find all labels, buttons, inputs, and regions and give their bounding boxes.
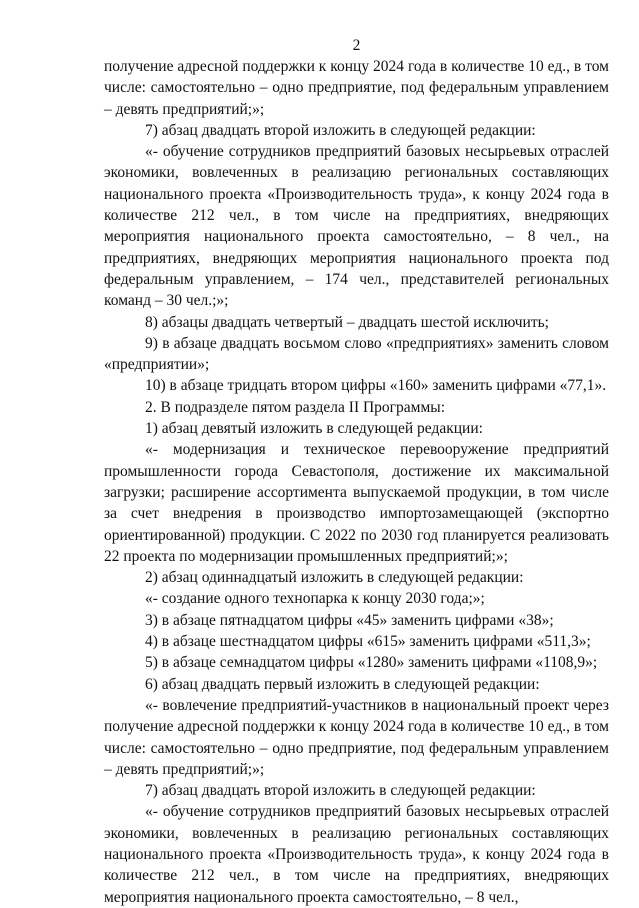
- paragraph: 8) абзацы двадцать четвертый – двадцать шестой исключить;: [145, 313, 549, 331]
- paragraph: 5) в абзаце семнадцатом цифры «1280» заменить цифрами «1108,9»;: [145, 654, 598, 672]
- paragraph: «- создание одного технопарка к концу 2030 года;»;: [145, 590, 485, 608]
- paragraph: 2. В подразделе пятом раздела II Программы:: [145, 398, 446, 416]
- paragraph: 1) абзац девятый изложить в следующей редакции:: [145, 420, 483, 438]
- paragraph: 4) в абзаце шестнадцатом цифры «615» заменить цифрами «511,3»;: [145, 633, 591, 651]
- paragraph: «- модернизация и техническое перевооружение предприятий промышленности города Севастополя, достижение их максимальной загрузки; расширение ассортимента выпускаемой продукции, в том числе за счет внедрения в производство импортозамещающей (экспортно ориентированной) продукции. С 2022 по 2030 год планируется реализовать 22 проекта по модернизации промышленных предприятий;»;: [104, 441, 609, 565]
- document-body: [104, 56, 609, 908]
- paragraph: 6) абзац двадцать первый изложить в следующей редакции:: [145, 675, 540, 693]
- paragraph: «- вовлечение предприятий-участников в национальный проект через получение адресной поддержки к концу 2024 года в количестве 10 ед., в том числе: самостоятельно – одно предприятие, под федеральным управлением – девять предприятий;»;: [104, 696, 609, 778]
- paragraph: 9) в абзаце двадцать восьмом слово «предприятиях» заменить словом «предприятии»;: [104, 334, 609, 374]
- paragraph: «- обучение сотрудников предприятий базовых несырьевых отраслей экономики, вовлеченных в реализацию региональных составляющих национального проекта «Производительность труда», к концу 2024 года в количестве 212 чел., в том числе на предприятиях, внедряющих мероприятия национального проекта самостоятельно, – 8 чел., на предприятиях, внедряющих мероприятия национального проекта под федеральным управлением, – 174 чел., представителей региональных команд – 30 чел.;»;: [104, 143, 609, 310]
- paragraph: 3) в абзаце пятнадцатом цифры «45» заменить цифрами «38»;: [145, 611, 554, 629]
- paragraph: 10) в абзаце тридцать втором цифры «160» заменить цифрами «77,1».: [145, 377, 607, 395]
- paragraph: 7) абзац двадцать второй изложить в следующей редакции:: [145, 782, 536, 800]
- paragraph: «- обучение сотрудников предприятий базовых несырьевых отраслей экономики, вовлеченных в реализацию региональных составляющих национального проекта «Производительность труда», к концу 2024 года в количестве 212 чел., в том числе на предприятиях, внедряющих мероприятия национального проекта самостоятельно, – 8 чел.,: [104, 803, 609, 906]
- page-number: 2: [352, 37, 361, 54]
- paragraph: 7) абзац двадцать второй изложить в следующей редакции:: [145, 121, 536, 139]
- paragraph: 2) абзац одиннадцатый изложить в следующей редакции:: [145, 569, 524, 587]
- paragraph: получение адресной поддержки к концу 2024 года в количестве 10 ед., в том числе: самостоятельно – одно предприятие, под федеральным управлением – девять предприятий;»;: [104, 58, 609, 118]
